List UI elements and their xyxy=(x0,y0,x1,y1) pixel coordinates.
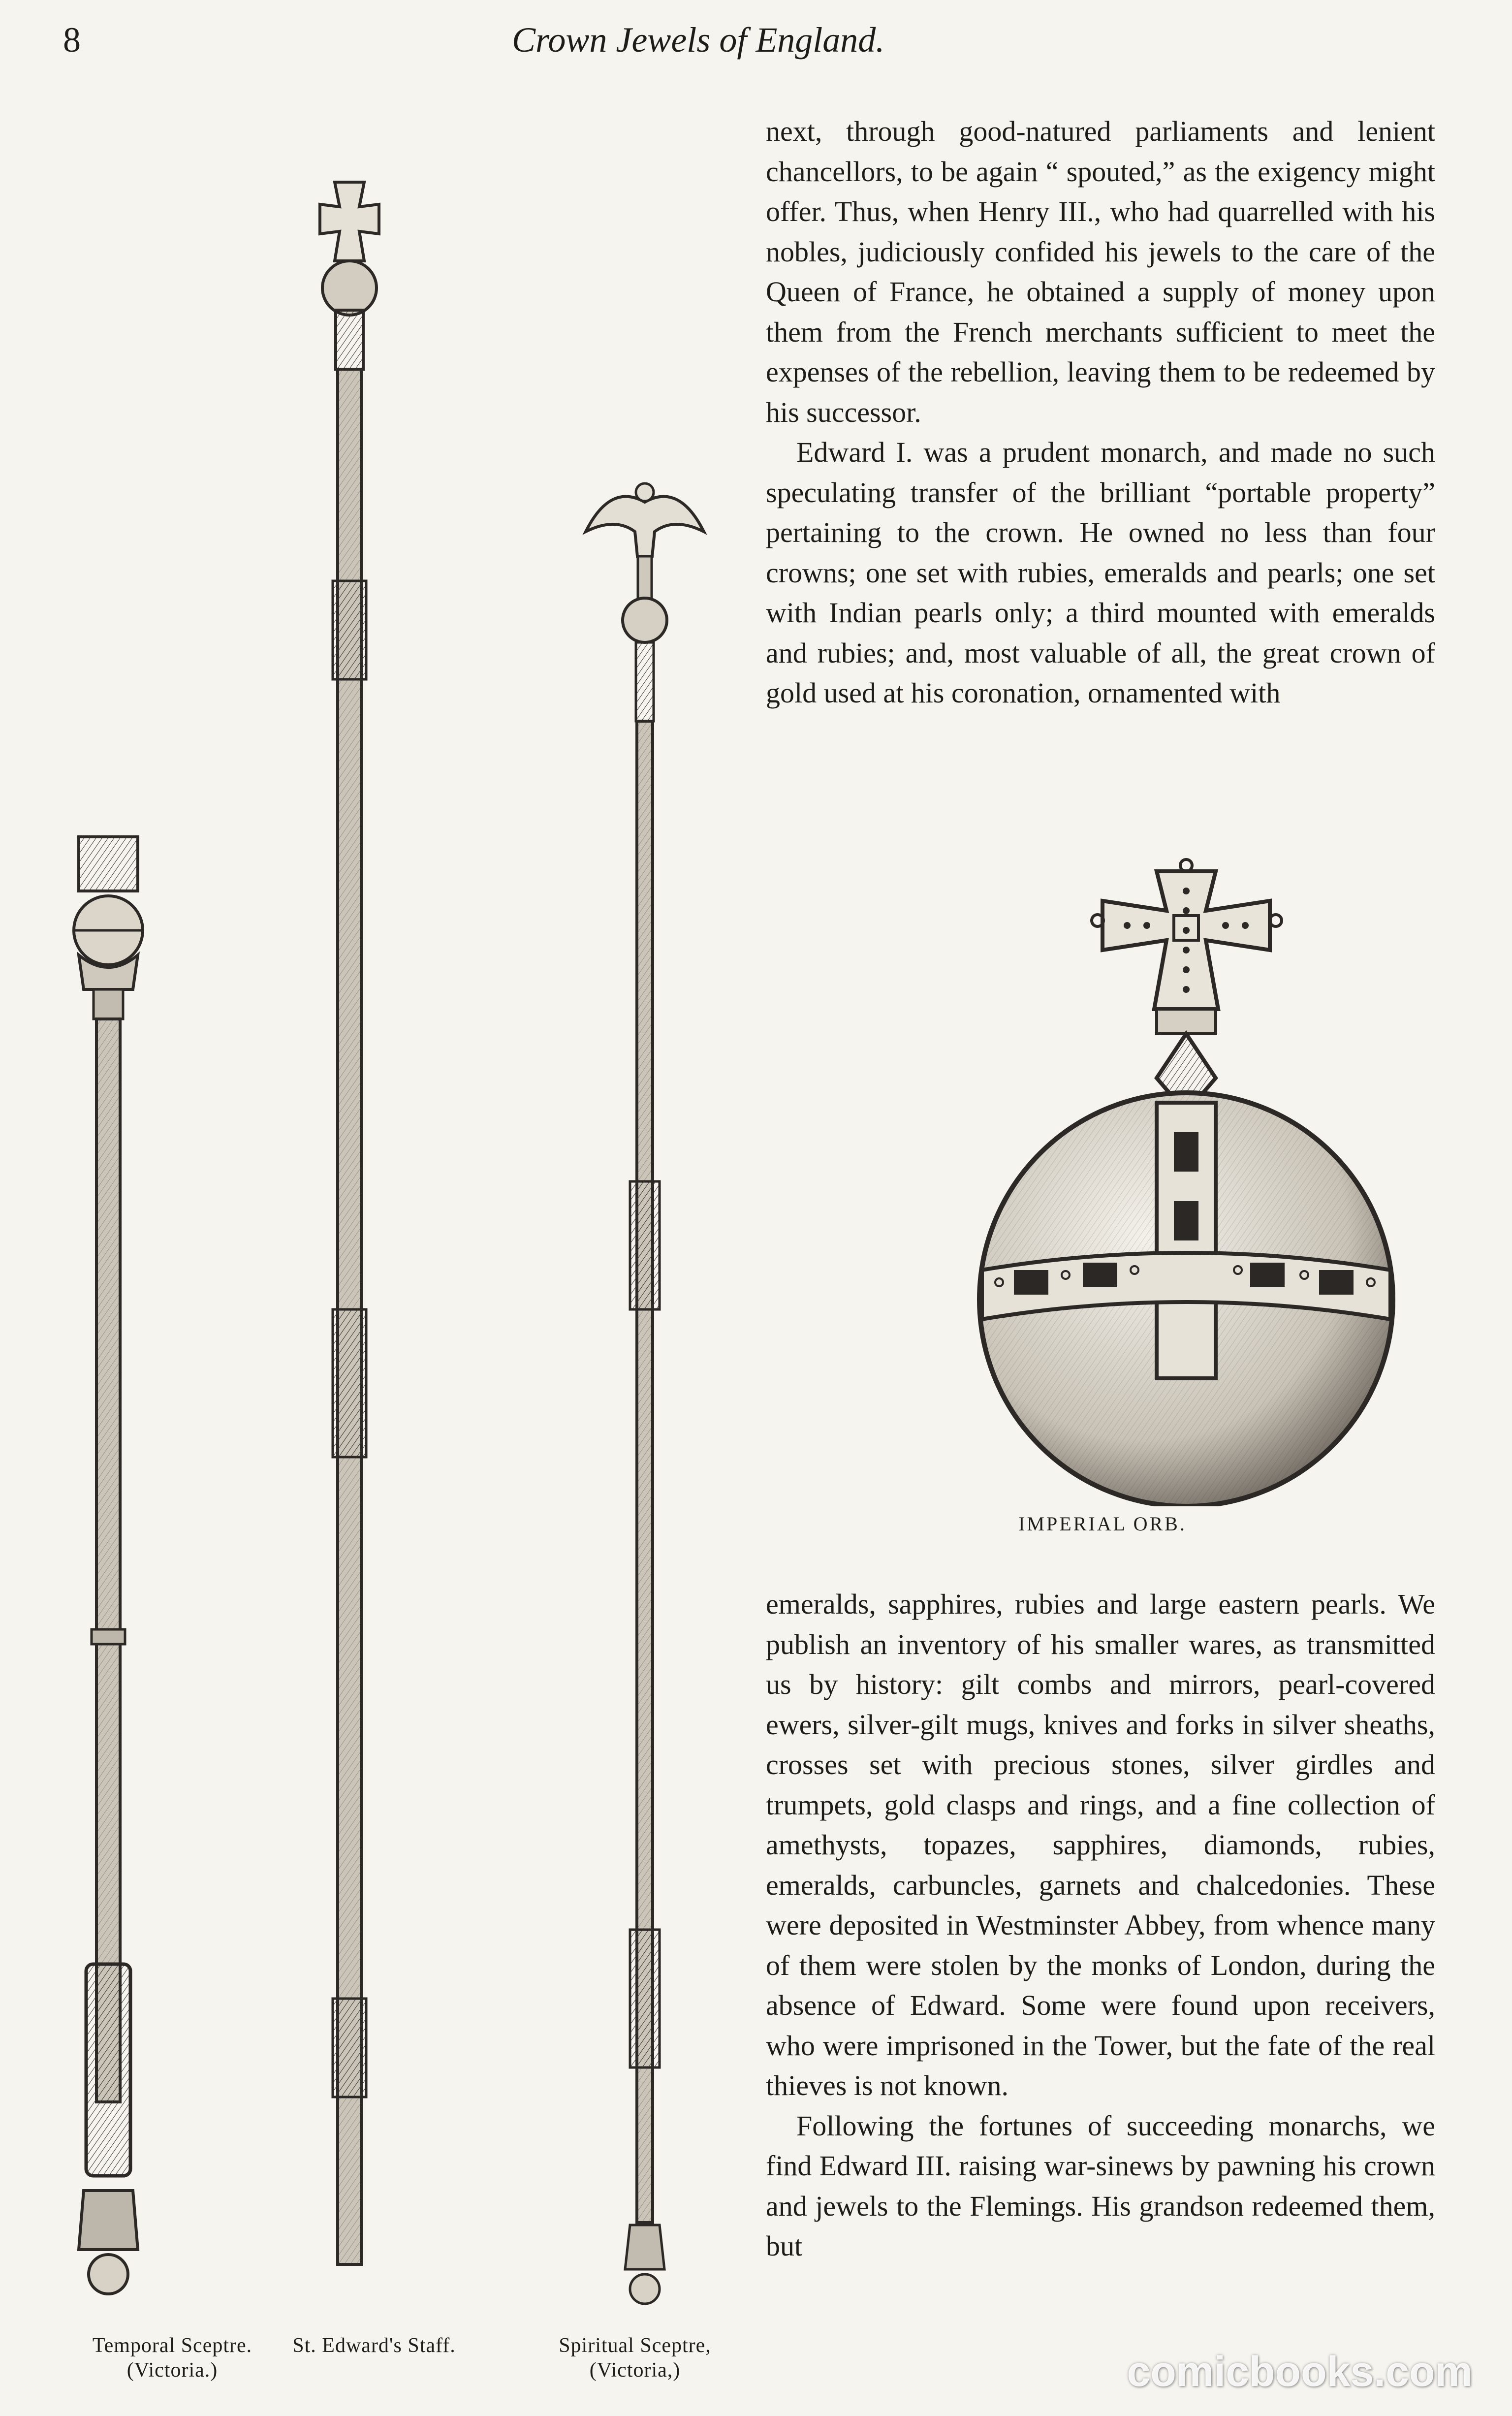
orb-caption: IMPERIAL ORB. xyxy=(1018,1513,1187,1535)
temporal-sceptre-illustration xyxy=(64,832,153,2319)
text-column-bottom xyxy=(766,1584,1435,2266)
text-column-top xyxy=(766,111,1435,713)
st-edwards-staff-illustration xyxy=(315,177,384,2323)
sceptre-name: St. Edward's Staff. xyxy=(292,2334,456,2357)
sceptre-name: Temporal Sceptre. xyxy=(92,2334,252,2357)
sceptre-note: (Victoria.) xyxy=(126,2359,218,2382)
paragraph: next, through good-natured parliaments and lenient chancellors, to be again “ spouted,” as the exigency might offer. Thus, when Henry III., who had quarrelled with his nobles, judiciously confided his jewels to the care of the Queen of France, he obtained a supply of money upon them from the French merchants sufficient to meet the expenses of the rebellion, leaving them to be redeemed by his successor. xyxy=(766,115,1435,428)
paragraph: Edward I. was a prudent monarch, and made no such speculating transfer of the brilliant “portable property” pertaining to the crown. He owned no less than four crowns; one set with rubies, emeralds and pearls; one set with Indian pearls only; a third mounted with emeralds and rubies; and, most valuable of all, the great crown of gold used at his coronation, ornamented with xyxy=(766,436,1435,709)
page-number: 8 xyxy=(63,20,81,60)
paragraph: emeralds, sapphires, rubies and large eastern pearls. We publish an inventory of his smaller wares, as transmitted us by history: gilt combs and mirrors, pearl-covered ewers, silver-gilt mugs, knives and forks in silver sheaths, crosses set with precious stones, silver girdles and trumpets, gold clasps and rings, and a fine collection of amethysts, topazes, sapphires, diamonds, rubies, emeralds, carbuncles, garnets and chalcedonies. These were deposited in Westminster Abbey, from whence many of them were stolen by the monks of London, during the absence of Edward. Some were found upon receivers, who were imprisoned in the Tower, but the fate of the real thieves is not known. xyxy=(766,1588,1435,2101)
watermark: comicbooks.com xyxy=(1127,2348,1473,2395)
st-edwards-staff-caption xyxy=(246,2333,502,2358)
running-title: Crown Jewels of England. xyxy=(512,20,885,60)
imperial-orb-illustration xyxy=(925,847,1447,1506)
sceptre-name: Spiritual Sceptre, xyxy=(559,2334,711,2357)
spiritual-sceptre-caption xyxy=(512,2333,758,2383)
spiritual-sceptre-illustration xyxy=(581,473,709,2323)
paragraph: Following the fortunes of succeeding monarchs, we find Edward III. raising war-sinews by pawning his crown and jewels to the Flemings. His grandson redeemed them, but xyxy=(766,2109,1435,2262)
sceptre-note: (Victoria,) xyxy=(589,2359,681,2382)
